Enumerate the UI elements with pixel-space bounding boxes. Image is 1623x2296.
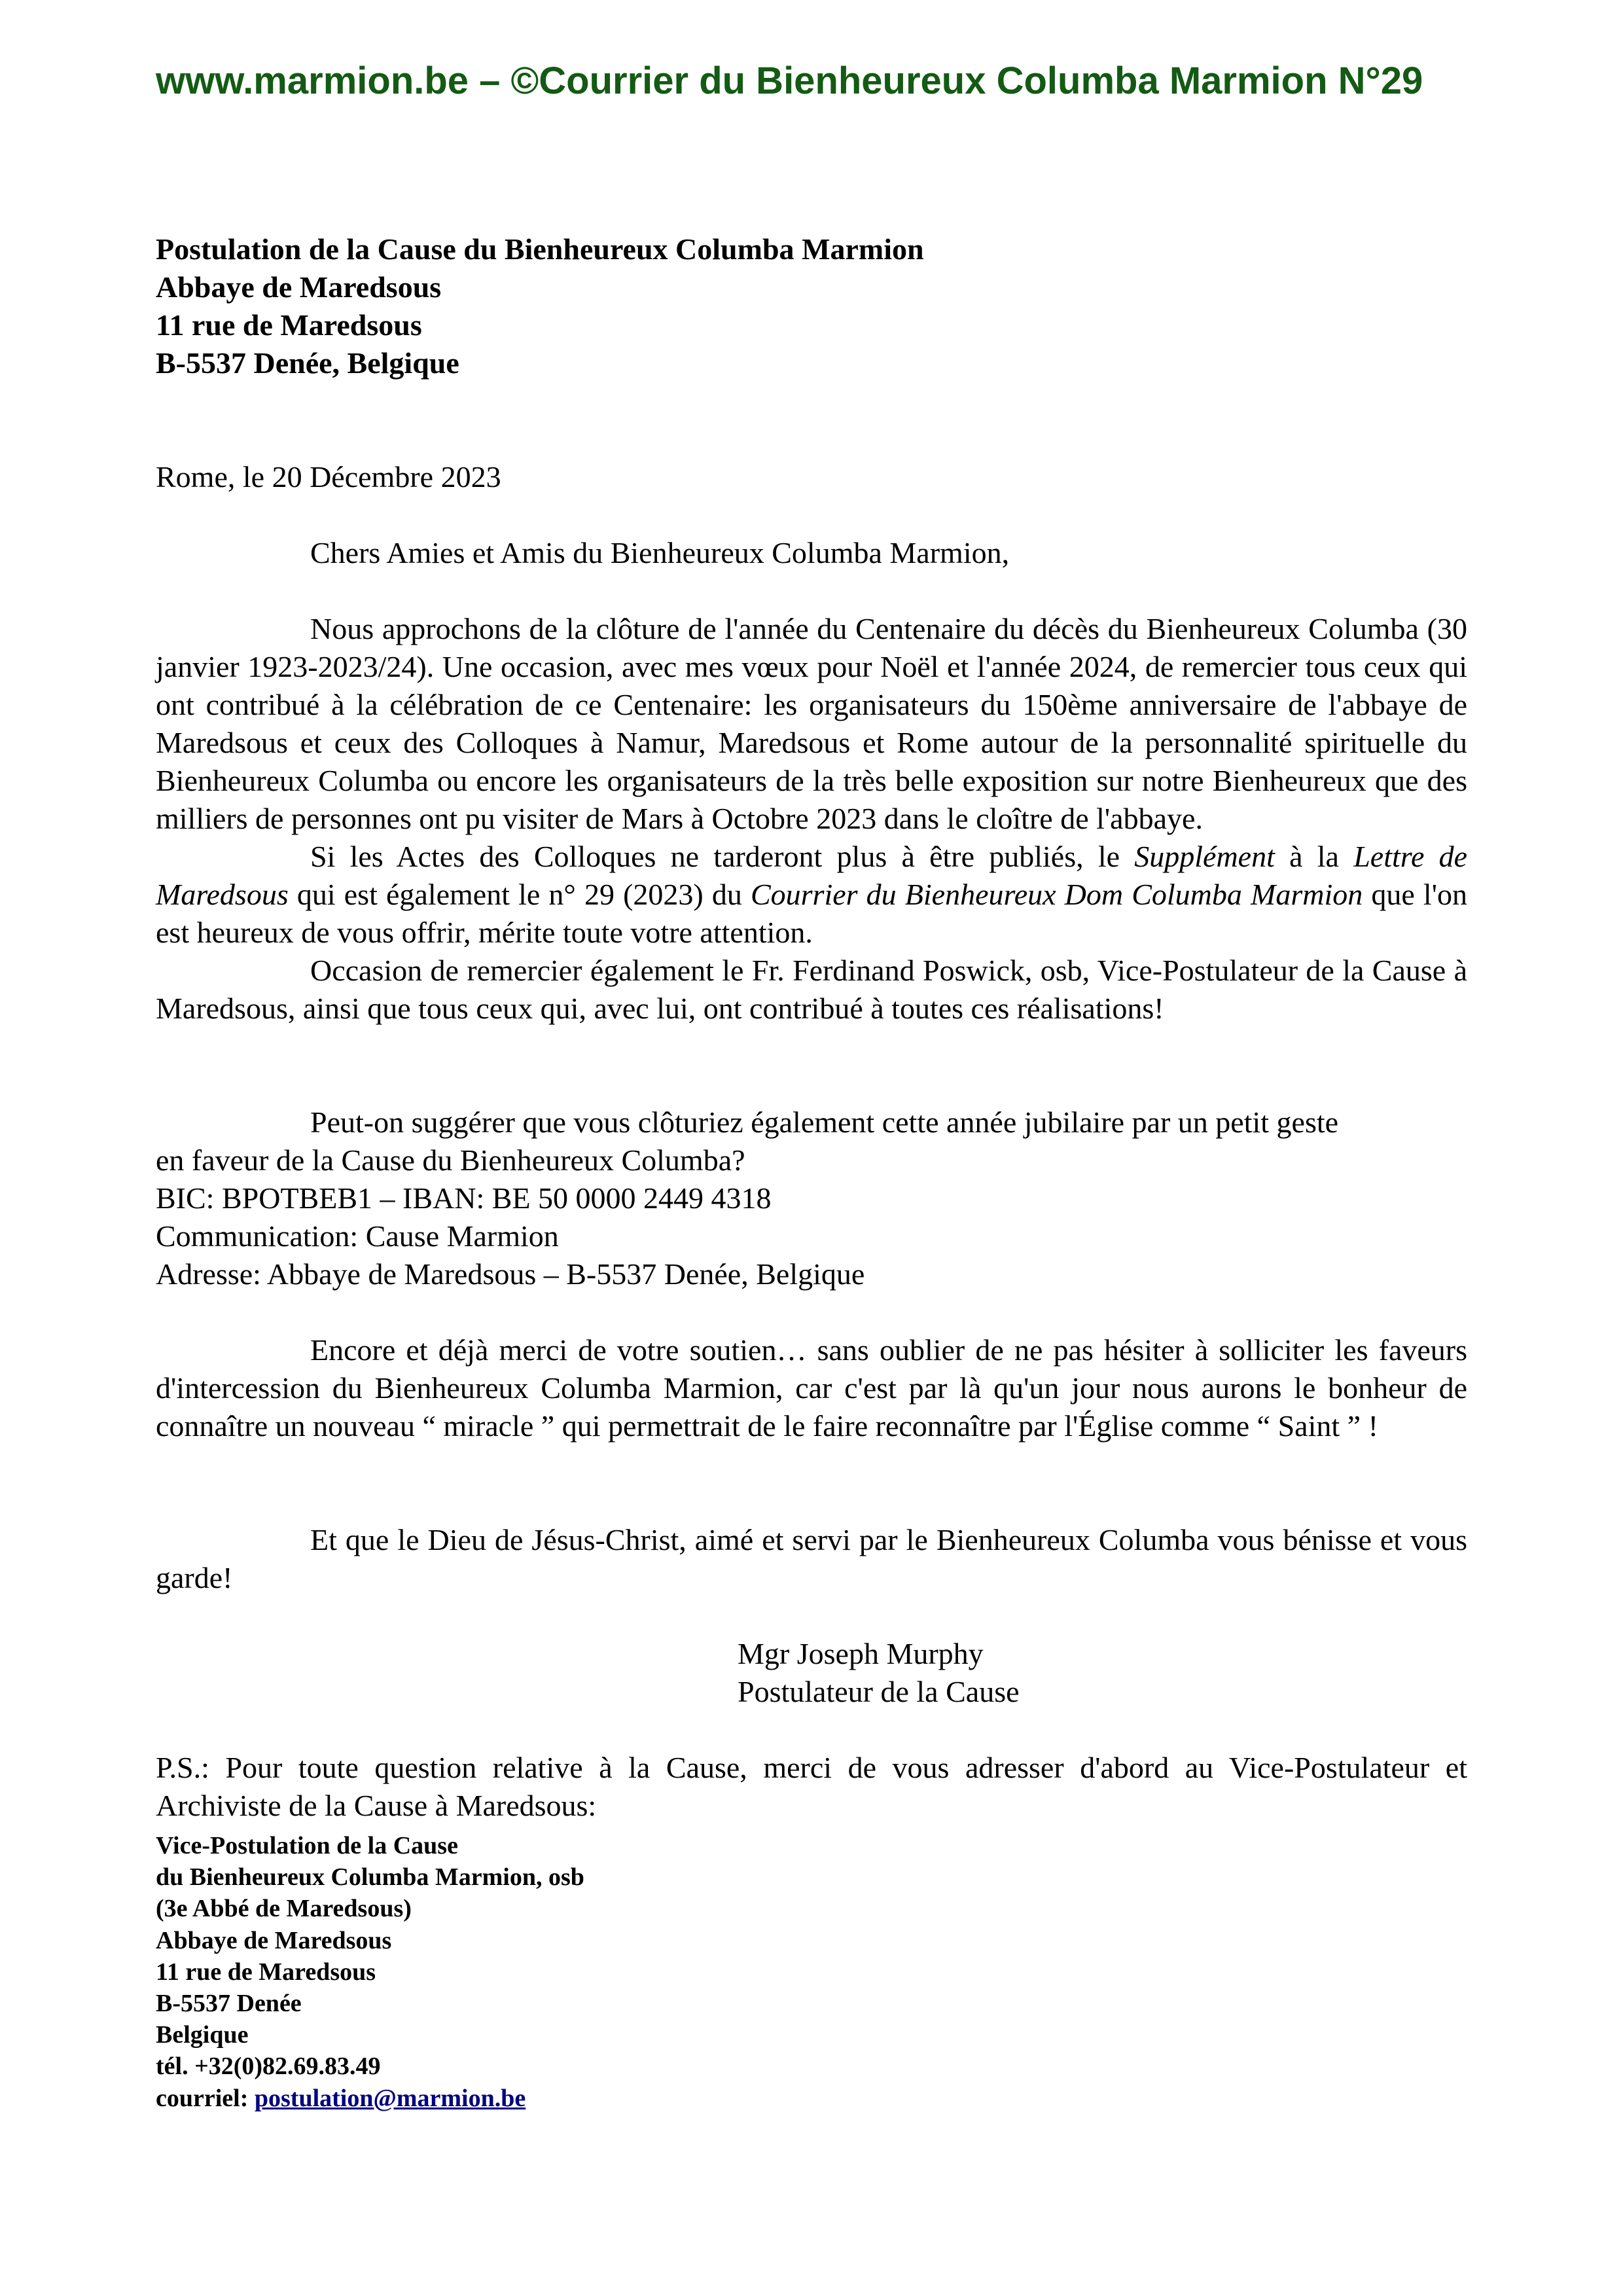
phone-line: tél. +32(0)82.69.83.49 [156,2053,381,2081]
signatory-title: Postulateur de la Cause [738,1675,1020,1708]
contact-line: du Bienheureux Columba Marmion, osb [156,1863,584,1892]
communication-line: Communication: Cause Marmion [156,1219,559,1253]
contact-line: Abbaye de Maredsous [156,1926,392,1954]
donation-line: en faveur de la Cause du Bienheureux Columba? [156,1143,745,1177]
donation-info [156,1103,1467,1293]
blessing-paragraph [156,1521,1467,1597]
signatory-name: Mgr Joseph Murphy [738,1637,984,1670]
paragraph: Occasion de remercier également le Fr. Ferdinand Poswick, osb, Vice-Postulateur de la Cause à Maredsous, ainsi que tous ceux qui, avec lui, ont contribué à toutes ces réalisations! [156,954,1467,1025]
bank-details: BIC: BPOTBEB1 – IBAN: BE 50 0000 2449 4318 [156,1181,772,1215]
contact-line: (3e Abbé de Maredsous) [156,1895,412,1923]
donation-line: Peut-on suggérer que vous clôturiez également cette année jubilaire par un petit geste [310,1105,1339,1139]
page-header: www.marmion.be – ©Courrier du Bienheureux Columba Marmion N°29 [156,60,1423,102]
email-line [156,2083,584,2114]
paragraph: Nous approchons de la clôture de l'année du Centenaire du décès du Bienheureux Columba (30 janvier 1923-2023/24). Une occasion, avec mes vœux pour Noël et l'année 2024, de remercier tous ceux qui ont contribué à la célébration de ce Centenaire: les organisateurs du 150ème anniversaire de l'abbaye de Maredsous et ceux des Colloques à Namur, Maredsous et Rome autour de la personnalité spirituelle du Bienheureux Columba ou encore les organisateurs de la très belle exposition sur notre Bienheureux que des milliers de personnes ont pu visiter de Mars à Octobre 2023 dans le cloître de l'abbaye. [156,612,1467,835]
closing-paragraph [156,1331,1467,1445]
salutation: Chers Amies et Amis du Bienheureux Columba Marmion, [310,536,1010,569]
contact-line: Vice-Postulation de la Cause [156,1832,458,1859]
paragraph: Et que le Dieu de Jésus-Christ, aimé et servi par le Bienheureux Columba vous bénisse et vous garde! [156,1523,1467,1594]
postscript: P.S.: Pour toute question relative à la Cause, merci de vous adresser d'abord au Vice-Postulateur et Archiviste de la Cause à Maredsous: [156,1751,1467,1822]
email-label: courriel: [156,2084,255,2112]
signature [738,1635,1020,1711]
contact-line: 11 rue de Maredsous [156,1958,376,1986]
sender-line: B-5537 Denée, Belgique [156,346,459,380]
postal-address-line: Adresse: Abbaye de Maredsous – B-5537 Denée, Belgique [156,1257,865,1291]
sender-line: Abbaye de Maredsous [156,270,442,304]
letter-body [156,610,1467,1028]
sender-address [156,230,924,382]
paragraph: Si les Actes des Colloques ne tarderont plus à être publiés, le Supplément à la Lettre de Maredsous qui est également le n° 29 (2023) du Courrier du Bienheureux Dom Columba Marmion que l'on est heureux de vous offrir, mérite toute votre attention. [156,840,1467,949]
contact-block [156,1830,584,2114]
contact-line: B-5537 Denée [156,1990,302,2018]
sender-line: Postulation de la Cause du Bienheureux Columba Marmion [156,232,924,266]
contact-line: Belgique [156,2021,249,2049]
email-link[interactable]: postulation@marmion.be [254,2084,526,2112]
sender-line: 11 rue de Maredsous [156,308,422,342]
paragraph: Encore et déjà merci de votre soutien… sans oublier de ne pas hésiter à solliciter les faveurs d'intercession du Bienheureux Columba Marmion, car c'est par là qu'un jour nous aurons le bonheur de connaître un nouveau “ miracle ” qui permettrait de le faire reconnaître par l'Église comme “ Saint ” ! [156,1333,1467,1443]
letter-date: Rome, le 20 Décembre 2023 [156,460,501,493]
